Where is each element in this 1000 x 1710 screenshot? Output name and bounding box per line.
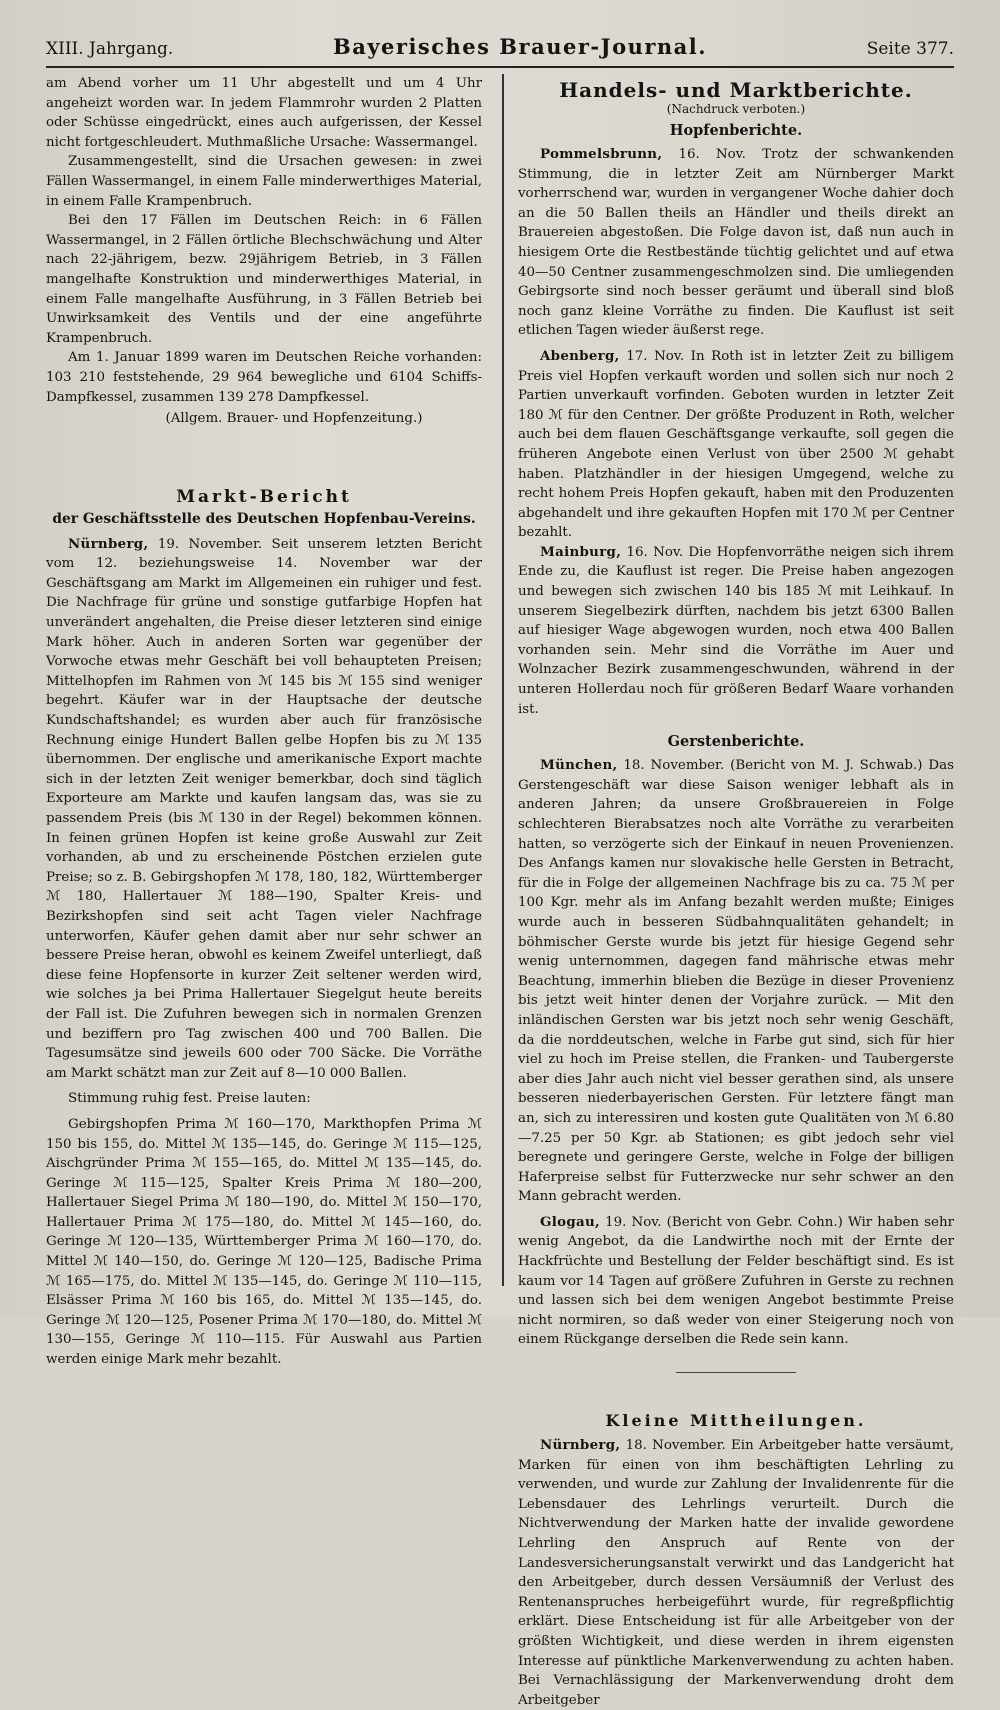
place-name: Nürnberg, — [539, 1437, 621, 1454]
mainburg-report — [518, 543, 954, 719]
place-name: Pommelsbrunn, — [539, 146, 663, 162]
price-list: Gebirgshopfen Prima ℳ 160—170, Markthopfen Prima ℳ 150 bis 155, do. Mittel ℳ 135—145, do. Geringe ℳ 115—125, Aischgründer Prima ℳ 155—165, do. Mittel ℳ 135—145, do. Geringe ℳ 115—125, Spalter Kreis Prima ℳ 180—200, Hallertauer Siegel Prima ℳ 180—190, do. Mittel ℳ 150—170, Hallertauer Prima ℳ 175—180, do. Mittel ℳ 145—160, do. Geringe ℳ 120—135, Württemberger Prima ℳ 160—170, do. Mittel ℳ 140—150, do. Geringe ℳ 120—125, Badische Prima ℳ 165—175, do. Mittel ℳ 135—145, do. Geringe ℳ 110—115, Elsässer Prima ℳ 160 bis 165, do. Mittel ℳ 135—145, do. Geringe ℳ 120—125, Posener Prima ℳ 170—180, do. Mittel ℳ 130—155, Geringe ℳ 110—115. Für Auswahl aus Partien werden einige Mark mehr bezahlt. — [46, 1116, 483, 1368]
paragraph-reich: Bei den 17 Fällen im Deutschen Reich: in 6 Fällen Wassermangel, in 2 Fällen örtliche Blechschwächung und Alter nach 22-jährigem, bezw. 29jährigem Betrieb, in 3 Fällen mangelhafte Konstruktion und minderwerthiges Material, in einem Falle mangelhafte Ausführung, in 3 Fällen Betrieb bei Unwirksamkeit des Ventils und der eine angeführte Krampenbruch. — [46, 213, 483, 346]
markt-bericht-subtitle: der Geschäftsstelle des Deutschen Hopfenbau-Vereins. — [52, 510, 476, 527]
abenberg-report — [518, 347, 954, 543]
place-name: Abenberg, — [539, 347, 620, 364]
report-text: 16. Nov. Die Hopfenvorräthe neigen sich ihrem Ende zu, die Kauflust ist reger. Die Preise haben angezogen und bewegen sich zwischen 140 bis 185 ℳ mit Leihkauf. In unserem Siegelbezirk dürften, nachdem bis jetzt 6300 Ballen auf hiesiger Wage abgewogen wurden, noch etwa 400 Ballen vorhanden sein. Mehr sind die Vorräthe im Auer und Wolnzacher Bezirk zusammengeschwunden, während in der unteren Hollerdau noch für größeren Bedarf Waare vorhanden ist. — [517, 544, 954, 717]
page-number: Seite 377. — [866, 39, 954, 59]
source-citation: (Allgem. Brauer- und Hopfenzeitung.) — [165, 411, 423, 427]
report-text: 19. November. Seit unserem letzten Bericht vom 12. beziehungsweise 14. November war der Geschäftsgang am Markt im Allgemeinen ein ruhiger und fest. Die Nachfrage für grüne und sonstige gutfarbige Hopfen hat unverändert angehalten, die Preise dieser letzteren sind einige Mark höher. Auch in anderen Sorten war gegenüber der Vorwoche etwas mehr Geschäft bei voll behaupteten Preisen; Mittelhopfen im Rahmen von ℳ 145 bis ℳ 155 sind weniger begehrt. Käufer war in der Hauptsache der deutsche Kundschaftshandel; es wurden aber auch für französische Rechnung einige Hundert Ballen gelbe Hopfen bis zu ℳ 135 übernommen. Der englische und amerikanische Export machte sich in der letzten Zeit weniger bemerkbar, doch sind täglich Exporteure am Markte und kaufen langsam das, was sie zu passendem Preis (bis ℳ 130 in der Regel) bekommen können. In feinen grünen Hopfen ist keine große Auswahl zur Zeit vorhanden, ab und zu erscheinende Pöstchen erzielen gute Preise; so z. B. Gebirgshopfen ℳ 178, 180, 182, Württemberger ℳ 180, Hallertauer ℳ 188—190, Spalter Kreis- und Bezirkshopfen sind seit acht Tagen vieler Nachfrage unterworfen, Käufer gehen damit aber nur sehr schwer an bessere Preise heran, obwohl es keinem Zweifel unterliegt, daß diese feine Hopfensorte in kurzer Zeit seltener werden wird, wie solches ja bei Prima Hallertauer Siegelgut heute bereits der Fall ist. Die Zufuhren bewegen sich in normalen Grenzen und beziffern pro Tag zwischen 400 und 700 Ballen. Die Tagesumsätze sind jeweils 600 oder 700 Säcke. Die Vorräthe am Markt schätzt man zur Zeit auf 8—10 000 Ballen. — [46, 536, 483, 1081]
report-text: 18. November. Ein Arbeitgeber hatte versäumt, Marken für einen von ihm beschäftigten Lehrling zu verwenden, und wurde zur Zahlung der Invalidenrente für die Lebensdauer des Lehrlings verurteilt. Durch die Nichtverwendung der Marken hatte der invalide gewordene Lehrling den Anspruch auf Rente von der Landesversicherungsanstalt verwirkt und das Landgericht hat den Arbeitgeber, durch dessen Versäumniß der Verlust des Rentenanspruches herbeigeführt wurde, für regreßpflichtig erklärt. Diese Entscheidung ist für alle Arbeitgeber von der größten Wichtigkeit, und diese werden in ihrem eigensten Interesse auf pünktliche Markenverwendung zu achten haben. Bei Vernachlässigung der Markenverwendung droht dem Arbeitgeber — [517, 1438, 954, 1708]
glogau-report — [518, 1213, 954, 1350]
journal-title: Bayerisches Brauer-Journal. — [332, 34, 708, 59]
right-column — [514, 74, 954, 1708]
report-text: 17. Nov. In Roth ist in letzter Zeit zu billigem Preis viel Hopfen verkauft worden und sollen sich nur noch 2 Partien unverkauft vorfinden. Geboten wurden in letzter Zeit 180 ℳ für den Centner. Der größte Produzent in Roth, welcher auch bei dem flauen Geschäftsgange verkaufte, soll gegen die früheren Angebote einen Verlust von über 2500 ℳ gehabt haben. Platzhändler in der hiesigen Umgegend, welche zu recht hohem Preis Hopfen gekauft, haben mit den Produzenten abgehandelt und ihre gekauften Hopfen mit 170 ℳ per Centner bezahlt. — [517, 348, 954, 541]
columns — [46, 74, 954, 1708]
report-text: 19. Nov. (Bericht von Gebr. Cohn.) Wir haben sehr wenig Angebot, da die Landwirthe noch mit der Ernte der Hackfrüchte und Bestellung der Felder beschäftigt sind. Es ist kaum vor 14 Tagen auf größere Zufuhren in Gerste zu rechnen und lassen sich bei dem wenigen Angebot bestimmte Preise nicht normiren, so daß weder von einer Steigerung noch von einem Rückgange derselben die Rede sein kann. — [517, 1214, 954, 1348]
report-text: 18. November. (Bericht von M. J. Schwab.) Das Gerstengeschäft war diese Saison weniger lebhaft als in anderen Jahren; da unsere Großbrauereien in Folge schlechteren Bierabsatzes noch alte Vorräthe zu verarbeiten hatten, so verzögerte sich der Einkauf in neuen Provenienzen. Des Anfangs kamen nur slovakische helle Gersten in Betracht, für die in Folge der allgemeinen Nachfrage bis zu ca. 75 ℳ per 100 Kgr. mehr als im Anfang bezahlt werden mußte; Einiges wurde auch in besseren Südbahnqualitäten gehandelt; in böhmischer Gerste wurde bis jetzt für hiesige Gegend sehr wenig unternommen, dagegen fand mährische etwas mehr Beachtung, immerhin blieben die Bezüge in dieser Provenienz bis jetzt weit hinter denen der Vorjahre zurück. — Mit den inländischen Gersten war bis jetzt noch sehr wenig Geschäft, da die norddeutschen, welche in Farbe gut sind, sich für hier viel zu hoch im Preise stellen, die Franken- und Taubergerste aber dies Jahr auch nicht viel besser gerathen sind, als unsere besseren niederbayerischen Gersten. Für letztere fängt man an, sich zu interessiren und kosten gute Qualitäten von ℳ 6.80—7.25 per 50 Kgr. ab Stationen; es gibt jedoch sehr viel beregnete und geringere Gerste, welche in Folge der billigen Haferpreise selbst für Futterzwecke nur sehr schwer an den Mann gebracht werden. — [517, 758, 954, 1205]
reprint-note: (Nachdruck verboten.) — [666, 102, 806, 116]
stimmung-line: Stimmung ruhig fest. Preise lauten: — [68, 1091, 311, 1107]
muenchen-report — [518, 756, 954, 1207]
pommelsbrunn-report — [518, 145, 954, 341]
page-header — [46, 34, 954, 68]
place-name: München, — [539, 757, 618, 774]
paragraph-causes: Zusammengestellt, sind die Ursachen gewesen: in zwei Fällen Wassermangel, in einem Falle minderwerthiges Material, in einem Falle Krampenbruch. — [46, 154, 483, 209]
hopfenberichte-title: Hopfenberichte. — [669, 122, 803, 139]
place-name: Mainburg, — [539, 543, 622, 560]
column-divider — [502, 74, 504, 1286]
section-title-handel: Handels- und Marktberichte. — [559, 78, 913, 102]
volume-label: XIII. Jahrgang. — [46, 39, 174, 59]
markt-bericht-title: Markt-Bericht — [176, 486, 352, 507]
report-text: 16. Nov. Trotz der schwankenden Stimmung, die in letzter Zeit am Nürnberger Markt vorherrschend war, wurden in vergangener Woche dahier doch an die 50 Ballen theils an Händler und theils direkt an Brauereien abgestoßen. Die Folge davon ist, daß nun auch in hiesigem Orte die Restbestände tüchtig gelichtet und auf etwa 40—50 Centner zusammengeschmolzen sind. Die umliegenden Gebirgsorte sind noch besser geräumt und überall sind bloß noch ganz kleine Vorräthe zu finden. Die Kauflust ist seit etlichen Tagen wieder äußerst rege. — [517, 147, 954, 339]
gerstenberichte-title: Gerstenberichte. — [667, 733, 805, 751]
place-name: Nürnberg, — [68, 535, 149, 552]
left-column — [46, 74, 492, 1368]
place-name: Glogau, — [539, 1213, 600, 1230]
paragraph-stats: Am 1. Januar 1899 waren im Deutschen Reiche vorhanden: 103 210 feststehende, 29 964 bewegliche und 6104 Schiffs-Dampfkessel, zusammen 139 278 Dampfkessel. — [46, 350, 483, 405]
kleine-nuernberg-report — [518, 1436, 954, 1710]
nuernberg-report — [46, 535, 482, 1084]
kleine-mittheilungen-title: Kleine Mittheilungen. — [605, 1411, 867, 1431]
paragraph-continuation: am Abend vorher um 11 Uhr abgestellt und um 4 Uhr angeheizt worden war. In jedem Flammrohr wurden 2 Platten oder Schüsse eingedrückt, eines auch aufgerissen, der Kessel nicht fortgeschleudert. Muthmaßliche Ursache: Wassermangel. — [46, 76, 483, 150]
